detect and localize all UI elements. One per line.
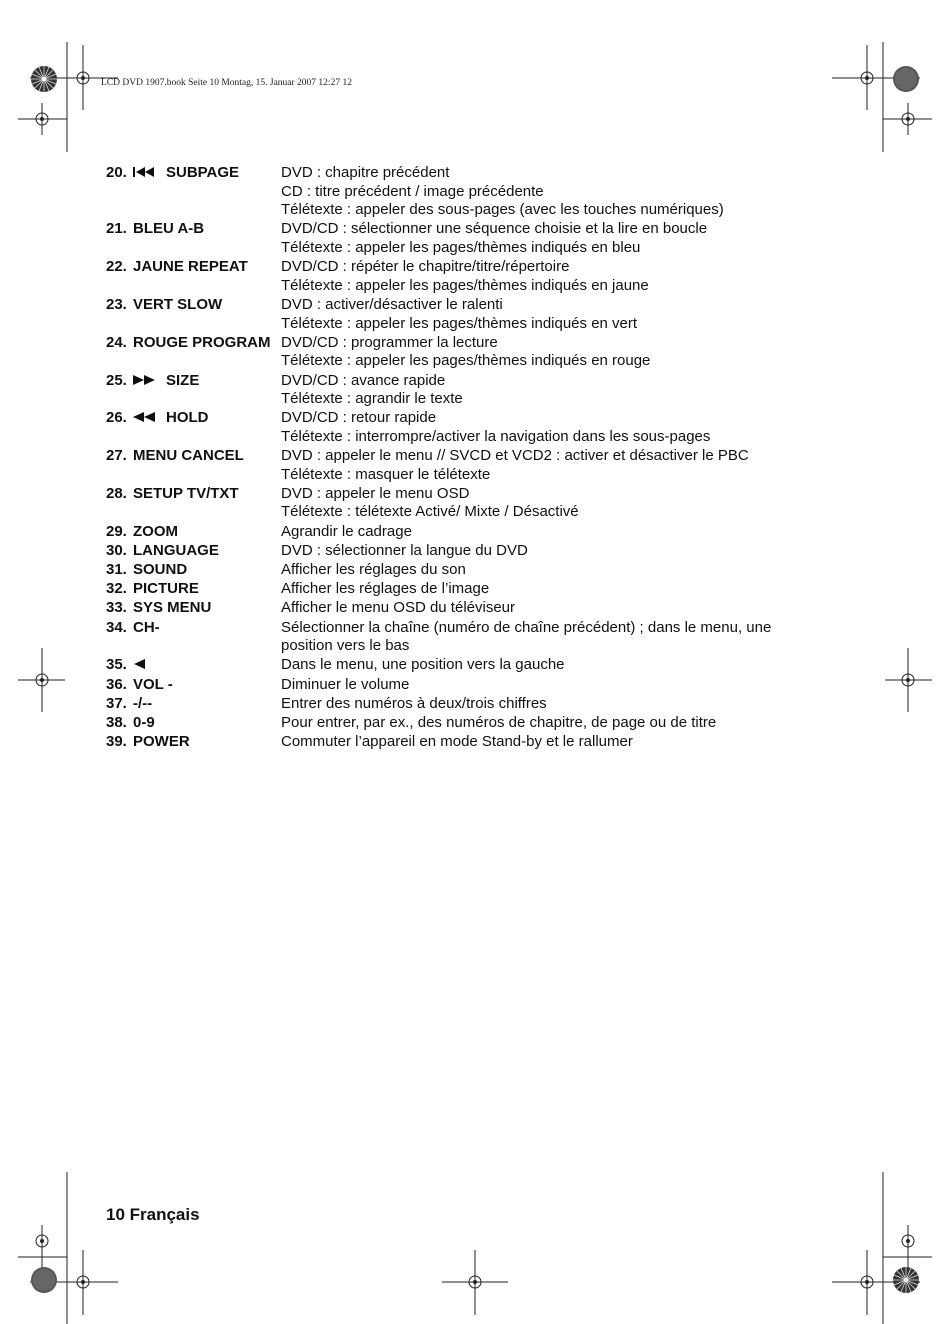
button-label: ROUGE PROGRAM <box>133 333 271 351</box>
list-item <box>106 296 806 333</box>
button-key <box>106 656 281 675</box>
button-label: ZOOM <box>133 522 178 540</box>
description-line: Commuter l’appareil en mode Stand-by et le rallumer <box>281 733 633 751</box>
description-line: Télétexte : télétexte Activé/ Mixte / Désactivé <box>281 503 579 521</box>
button-label: JAUNE REPEAT <box>133 258 248 276</box>
description-line: DVD/CD : sélectionner une séquence choisie et la lire en boucle <box>281 220 708 238</box>
function-description <box>281 258 806 295</box>
function-description <box>281 523 806 542</box>
item-number: 31. <box>106 561 127 578</box>
item-number: 36. <box>106 675 127 693</box>
list-item <box>106 220 806 257</box>
list-item <box>106 372 806 409</box>
list-item <box>106 561 806 580</box>
list-item <box>106 676 806 695</box>
function-description <box>281 580 806 599</box>
list-item <box>106 714 806 733</box>
button-key <box>106 676 281 695</box>
button-key <box>106 409 281 446</box>
description-line: Télétexte : masquer le télétexte <box>281 465 491 483</box>
button-label: SOUND <box>133 561 188 578</box>
description-line: Pour entrer, par ex., des numéros de chapitre, de page ou de titre <box>281 713 717 731</box>
description-line: Télétexte : interrompre/activer la navigation dans les sous-pages <box>281 427 711 445</box>
button-label: VOL - <box>133 675 173 693</box>
list-item <box>106 695 806 714</box>
item-number: 20. <box>106 164 127 181</box>
function-description <box>281 714 806 733</box>
button-key <box>106 580 281 599</box>
button-key <box>106 164 281 220</box>
function-description <box>281 334 806 371</box>
button-label: SUBPAGE <box>166 164 240 181</box>
item-number: 39. <box>106 733 127 751</box>
function-description <box>281 542 806 561</box>
list-item <box>106 334 806 371</box>
description-line: position vers le bas <box>281 637 410 655</box>
function-description <box>281 656 806 675</box>
item-number: 35. <box>106 656 127 674</box>
item-number: 38. <box>106 713 127 731</box>
function-description <box>281 409 806 446</box>
description-line: Télétexte : appeler les pages/thèmes indiqués en vert <box>281 314 638 332</box>
list-item <box>106 599 806 618</box>
page-footer: 10 Français <box>106 1205 200 1224</box>
function-description <box>281 561 806 580</box>
rewind-icon <box>133 409 166 426</box>
button-key <box>106 599 281 618</box>
item-number: 30. <box>106 541 127 559</box>
function-description <box>281 619 806 656</box>
description-line: DVD : appeler le menu // SVCD et VCD2 : activer et désactiver le PBC <box>281 447 749 465</box>
skip-back-icon <box>133 164 166 181</box>
item-number: 25. <box>106 371 127 389</box>
list-item <box>106 447 806 484</box>
button-label: BLEU A-B <box>133 220 205 238</box>
button-label: POWER <box>133 733 190 751</box>
description-line: Afficher les réglages de l’image <box>281 580 490 598</box>
item-number: 24. <box>106 333 127 351</box>
description-line: DVD/CD : programmer la lecture <box>281 333 498 351</box>
description-line: DVD : chapitre précédent <box>281 164 450 181</box>
item-number: 29. <box>106 522 127 540</box>
description-line: Diminuer le volume <box>281 675 410 693</box>
description-line: Télétexte : appeler les pages/thèmes indiqués en bleu <box>281 238 641 256</box>
button-key <box>106 372 281 409</box>
list-item <box>106 164 806 220</box>
button-key <box>106 542 281 561</box>
list-item <box>106 619 806 656</box>
description-line: DVD/CD : avance rapide <box>281 371 446 389</box>
function-description <box>281 296 806 333</box>
list-item <box>106 580 806 599</box>
list-item <box>106 733 806 752</box>
button-label: SYS MENU <box>133 599 212 617</box>
function-description <box>281 733 806 752</box>
function-description <box>281 676 806 695</box>
function-description <box>281 372 806 409</box>
function-description <box>281 164 806 220</box>
description-line: Afficher les réglages du son <box>281 561 466 578</box>
button-label: -/-- <box>133 694 153 712</box>
button-key <box>106 695 281 714</box>
function-description <box>281 599 806 618</box>
button-label: SETUP TV/TXT <box>133 484 239 502</box>
button-label: PICTURE <box>133 580 199 598</box>
list-item <box>106 485 806 522</box>
description-line: Sélectionner la chaîne (numéro de chaîne précédent) ; dans le menu, une <box>281 618 772 636</box>
description-line: DVD/CD : répéter le chapitre/titre/répertoire <box>281 258 570 276</box>
item-number: 27. <box>106 447 127 465</box>
description-line: DVD : activer/désactiver le ralenti <box>281 295 503 313</box>
button-label: CH- <box>133 618 160 636</box>
button-key <box>106 523 281 542</box>
description-line: Dans le menu, une position vers la gauche <box>281 656 565 674</box>
description-line: DVD : appeler le menu OSD <box>281 484 470 502</box>
button-label: SIZE <box>166 371 200 389</box>
button-key <box>106 714 281 733</box>
button-key <box>106 296 281 333</box>
button-key <box>106 447 281 484</box>
button-key <box>106 619 281 656</box>
button-label: VERT SLOW <box>133 295 223 313</box>
button-key <box>106 220 281 257</box>
item-number: 22. <box>106 258 127 276</box>
button-key <box>106 334 281 371</box>
button-key <box>106 561 281 580</box>
function-description <box>281 447 806 484</box>
description-line: DVD/CD : retour rapide <box>281 409 437 427</box>
description-line: Télétexte : appeler les pages/thèmes indiqués en rouge <box>281 352 651 370</box>
function-description <box>281 485 806 522</box>
item-number: 32. <box>106 580 127 598</box>
description-line: Entrer des numéros à deux/trois chiffres <box>281 694 547 712</box>
description-line: Télétexte : appeler des sous-pages (avec les touches numériques) <box>281 201 724 219</box>
item-number: 21. <box>106 220 127 238</box>
function-description <box>281 695 806 714</box>
button-function-list <box>106 164 806 752</box>
button-key <box>106 485 281 522</box>
item-number: 33. <box>106 599 127 617</box>
button-key <box>106 258 281 295</box>
item-number: 28. <box>106 484 127 502</box>
button-label: 0-9 <box>133 713 155 731</box>
list-item <box>106 409 806 446</box>
fast-forward-icon <box>133 372 166 389</box>
description-line: DVD : sélectionner la langue du DVD <box>281 541 528 559</box>
list-item <box>106 656 806 675</box>
description-line: Afficher le menu OSD du téléviseur <box>281 599 516 617</box>
item-number: 34. <box>106 618 127 636</box>
list-item <box>106 542 806 561</box>
item-number: 37. <box>106 694 127 712</box>
description-line: Télétexte : appeler les pages/thèmes indiqués en jaune <box>281 276 649 294</box>
function-description <box>281 220 806 257</box>
list-item <box>106 258 806 295</box>
button-label: MENU CANCEL <box>133 447 244 465</box>
description-line: CD : titre précédent / image précédente <box>281 182 544 200</box>
left-arrow-icon <box>133 656 145 673</box>
button-key <box>106 733 281 752</box>
list-item <box>106 523 806 542</box>
description-line: Agrandir le cadrage <box>281 522 412 540</box>
item-number: 23. <box>106 295 127 313</box>
description-line: Télétexte : agrandir le texte <box>281 390 463 408</box>
item-number: 26. <box>106 409 127 427</box>
button-label: LANGUAGE <box>133 541 219 559</box>
print-header: LCD DVD 1907.book Seite 10 Montag, 15. Januar 2007 12:27 12 <box>101 78 352 88</box>
button-label: HOLD <box>166 409 209 427</box>
